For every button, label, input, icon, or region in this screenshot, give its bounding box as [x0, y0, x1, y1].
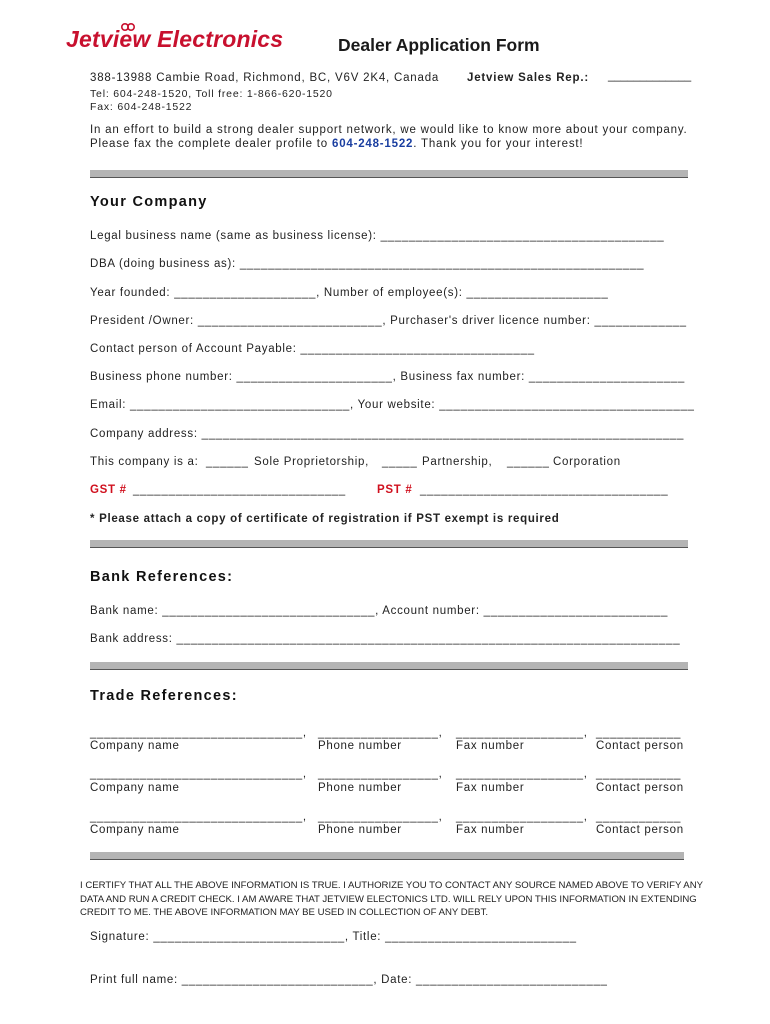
sales-rep-label: Jetview Sales Rep.: — [467, 72, 589, 84]
fax-line: Fax: 604-248-1522 — [90, 101, 193, 113]
sales-rep-field[interactable]: _____________ — [608, 70, 692, 82]
trade-col-company: Company name — [90, 740, 180, 752]
trade-col-company: Company name — [90, 782, 180, 794]
fax-number-highlight: 604-248-1522 — [332, 138, 414, 150]
intro-text-pre: Please fax the complete dealer profile to — [90, 138, 332, 150]
page-title: Dealer Application Form — [338, 35, 540, 55]
sole-proprietorship-checkbox[interactable]: ______ — [206, 456, 249, 468]
trade-contact-field[interactable]: ____________ — [596, 727, 682, 739]
trade-col-phone: Phone number — [318, 782, 402, 794]
gst-label: GST # — [90, 484, 127, 496]
section-divider — [90, 170, 688, 178]
trade-fax-field[interactable]: __________________, — [456, 811, 588, 823]
section-divider — [90, 540, 688, 548]
trade-col-phone: Phone number — [318, 740, 402, 752]
trade-contact-field[interactable]: ____________ — [596, 811, 682, 823]
trade-fax-field[interactable]: __________________, — [456, 768, 588, 780]
trade-phone-field[interactable]: _________________, — [318, 727, 443, 739]
section-divider — [90, 852, 684, 860]
signature-title-field[interactable]: Signature: ___________________________, Title: ___________________________ — [90, 931, 577, 943]
trade-col-contact: Contact person — [596, 824, 684, 836]
trade-contact-field[interactable]: ____________ — [596, 768, 682, 780]
corporation-label: Corporation — [553, 456, 621, 468]
sole-proprietorship-label: Sole Proprietorship, — [254, 456, 369, 468]
corporation-checkbox[interactable]: ______ — [507, 456, 550, 468]
bank-address-field[interactable]: Bank address: _______________________________________________________________________ — [90, 633, 681, 645]
company-type-label: This company is a: — [90, 456, 199, 468]
trade-col-contact: Contact person — [596, 782, 684, 794]
trade-phone-field[interactable]: _________________, — [318, 768, 443, 780]
section-heading-trade: Trade References: — [90, 688, 238, 704]
partnership-checkbox[interactable]: _____ — [382, 456, 418, 468]
company-address-field[interactable]: Company address: ____________________________________________________________________ — [90, 428, 685, 440]
trade-col-company: Company name — [90, 824, 180, 836]
legal-name-field[interactable]: Legal business name (same as business license): ________________________________________ — [90, 230, 665, 242]
trade-company-field[interactable]: ______________________________, — [90, 727, 307, 739]
trade-col-phone: Phone number — [318, 824, 402, 836]
pst-label: PST # — [377, 484, 413, 496]
gst-field[interactable]: ______________________________ — [133, 484, 346, 496]
trade-fax-field[interactable]: __________________, — [456, 727, 588, 739]
trade-company-field[interactable]: ______________________________, — [90, 768, 307, 780]
tel-line: Tel: 604-248-1520, Toll free: 1-866-620-1520 — [90, 88, 333, 100]
email-website-field[interactable]: Email: _______________________________, Your website: ____________________________________ — [90, 399, 695, 411]
print-name-date-field[interactable]: Print full name: ___________________________, Date: ___________________________ — [90, 974, 608, 986]
trade-col-fax: Fax number — [456, 782, 525, 794]
intro-text: In an effort to build a strong dealer support network, we would like to know more about your company. — [90, 124, 688, 136]
trade-col-contact: Contact person — [596, 740, 684, 752]
trade-company-field[interactable]: ______________________________, — [90, 811, 307, 823]
certification-statement: I CERTIFY THAT ALL THE ABOVE INFORMATION IS TRUE. I AUTHORIZE YOU TO CONTACT ANY SOURCE NAMED ABOVE TO VERIFY ANY DATA AND RUN A CREDIT CHECK. I AM AWARE THAT JETVIEW ELECTONICS LTD. WILL RELY UPON THIS INFORMATION IN EXTENDING CREDIT TO ME. THE ABOVE INFORMATION MAY BE USED IN COLLECTION OF ANY DEBT. — [80, 880, 703, 918]
dba-field[interactable]: DBA (doing business as): _________________________________________________________ — [90, 258, 645, 270]
brand-logo: Jetview Electronics — [66, 26, 284, 52]
phone-fax-field[interactable]: Business phone number: ______________________, Business fax number: ______________________ — [90, 371, 685, 383]
partnership-label: Partnership, — [422, 456, 493, 468]
year-employees-field[interactable]: Year founded: ____________________, Number of employee(s): ____________________ — [90, 287, 609, 299]
trade-phone-field[interactable]: _________________, — [318, 811, 443, 823]
intro-text-2 — [90, 138, 583, 150]
trade-col-fax: Fax number — [456, 824, 525, 836]
intro-text-post: . Thank you for your interest! — [413, 138, 584, 150]
pst-field[interactable]: ___________________________________ — [420, 484, 669, 496]
company-address: 388-13988 Cambie Road, Richmond, BC, V6V 2K4, Canada — [90, 72, 440, 84]
pst-exempt-note: * Please attach a copy of certificate of registration if PST exempt is required — [90, 513, 560, 525]
section-divider — [90, 662, 688, 670]
contact-ap-field[interactable]: Contact person of Account Payable: _________________________________ — [90, 343, 535, 355]
bank-name-account-field[interactable]: Bank name: ______________________________, Account number: __________________________ — [90, 605, 669, 617]
president-license-field[interactable]: President /Owner: __________________________, Purchaser's driver licence number: _____________ — [90, 315, 687, 327]
section-heading-bank: Bank References: — [90, 569, 234, 585]
trade-col-fax: Fax number — [456, 740, 525, 752]
section-heading-your-company: Your Company — [90, 194, 208, 210]
